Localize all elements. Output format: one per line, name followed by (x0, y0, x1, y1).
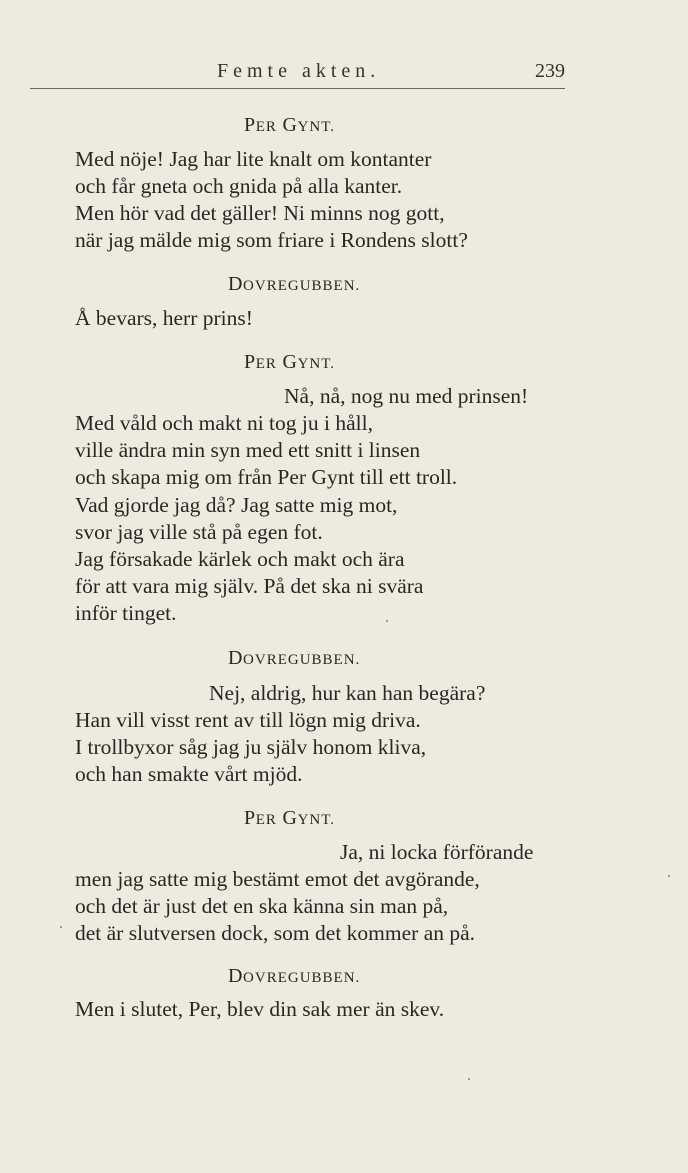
verse-line: när jag mälde mig som friare i Rondens slott? (75, 228, 468, 252)
speaker-name: PER GYNT. (244, 114, 336, 136)
running-head (0, 58, 688, 88)
verse-line: Han vill visst rent av till lögn mig driva. (75, 708, 421, 732)
verse-line: Men i slutet, Per, blev din sak mer än skev. (75, 997, 445, 1021)
verse-line: ville ändra min syn med ett snitt i linsen (75, 438, 421, 462)
verse-line: och får gneta och gnida på alla kanter. (75, 174, 403, 198)
speaker-name: PER GYNT. (244, 351, 336, 373)
speaker-name: DOVREGUBBEN. (228, 273, 361, 295)
verse-line: inför tinget. (75, 601, 177, 625)
verse-line: Å bevars, herr prins! (75, 306, 253, 330)
running-title: Femte akten. (217, 60, 381, 82)
verse-line: svor jag ville stå på egen fot. (75, 520, 323, 544)
verse-line: och skapa mig om från Per Gynt till ett troll. (75, 465, 458, 489)
verse-line: Nej, aldrig, hur kan han begära? (209, 681, 486, 705)
verse-line: det är slutversen dock, som det kommer an på. (75, 921, 476, 945)
verse-line: för att vara mig själv. På det ska ni svära (75, 574, 424, 598)
header-rule (30, 88, 565, 89)
paper-speck (60, 926, 62, 928)
paper-speck (668, 875, 670, 877)
verse-line: I trollbyxor såg jag ju själv honom kliva, (75, 735, 427, 759)
speaker-name: PER GYNT. (244, 807, 336, 829)
verse-line: Med nöje! Jag har lite knalt om kontanter (75, 147, 432, 171)
verse-line: Ja, ni locka förförande (340, 840, 534, 864)
verse-line: och han smakte vårt mjöd. (75, 762, 303, 786)
paper-speck (386, 620, 388, 622)
paper-speck (468, 1078, 470, 1080)
verse-line: Jag försakade kärlek och makt och ära (75, 547, 405, 571)
verse-line: Vad gjorde jag då? Jag satte mig mot, (75, 493, 398, 517)
verse-line: Med våld och makt ni tog ju i håll, (75, 411, 373, 435)
speaker-name: DOVREGUBBEN. (228, 647, 361, 669)
verse-line: och det är just det en ska känna sin man på, (75, 894, 449, 918)
verse-line: men jag satte mig bestämt emot det avgörande, (75, 867, 480, 891)
page-number: 239 (535, 60, 565, 82)
verse-line: Nå, nå, nog nu med prinsen! (284, 384, 529, 408)
verse-line: Men hör vad det gäller! Ni minns nog gott, (75, 201, 445, 225)
speaker-name: DOVREGUBBEN. (228, 965, 361, 987)
